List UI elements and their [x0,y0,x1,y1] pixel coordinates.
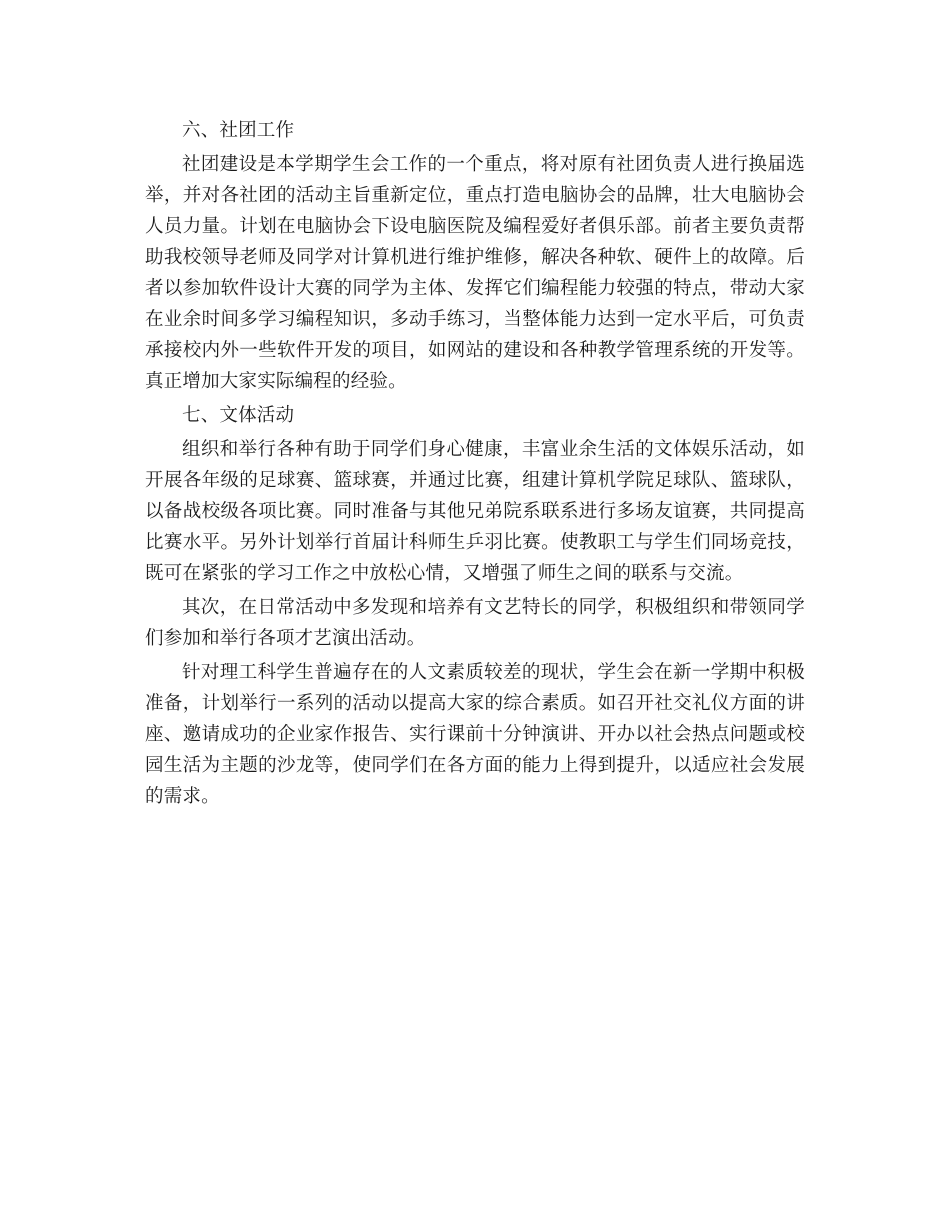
paragraph-clubs: 社团建设是本学期学生会工作的一个重点，将对原有社团负责人进行换届选举，并对各社团的活动主旨重新定位，重点打造电脑协会的品牌，壮大电脑协会人员力量。计划在电脑协会下设电脑医院及编程爱好者俱乐部。前者主要负责帮助我校领导老师及同学对计算机进行维护维修，解决各种软、硬件上的故障。后者以参加软件设计大赛的同学为主体、发挥它们编程能力较强的特点，带动大家在业余时间多学习编程知识，多动手练习，当整体能力达到一定水平后，可负责承接校内外一些软件开发的项目，如网站的建设和各种教学管理系统的开发等。真正增加大家实际编程的经验。 [145,154,805,392]
section-heading-sports-culture: 七、文体活动 [182,405,295,426]
paragraph-humanities: 针对理工科学生普遍存在的人文素质较差的现状，学生会在新一学期中积极准备，计划举行一系列的活动以提高大家的综合素质。如召开社交礼仪方面的讲座、邀请成功的企业家作报告、实行课前十分钟演讲、开办以社会热点问题或校园生活为主题的沙龙等，使同学们在各方面的能力上得到提升，以适应社会发展的需求。 [145,662,805,807]
paragraph-arts: 其次，在日常活动中多发现和培养有文艺特长的同学，积极组织和带领同学们参加和举行各项才艺演出活动。 [145,597,805,649]
section-heading-clubs: 六、社团工作 [182,120,295,141]
document-body [145,115,805,815]
paragraph-sports: 组织和举行各种有助于同学们身心健康，丰富业余生活的文体娱乐活动，如开展各年级的足球赛、篮球赛，并通过比赛，组建计算机学院足球队、篮球队，以备战校级各项比赛。同时准备与其他兄弟院系联系进行多场友谊赛，共同提高比赛水平。另外计划举行首届计科师生乒羽比赛。使教职工与学生们同场竞技，既可在紧张的学习工作之中放松心情，又增强了师生之间的联系与交流。 [145,439,805,584]
